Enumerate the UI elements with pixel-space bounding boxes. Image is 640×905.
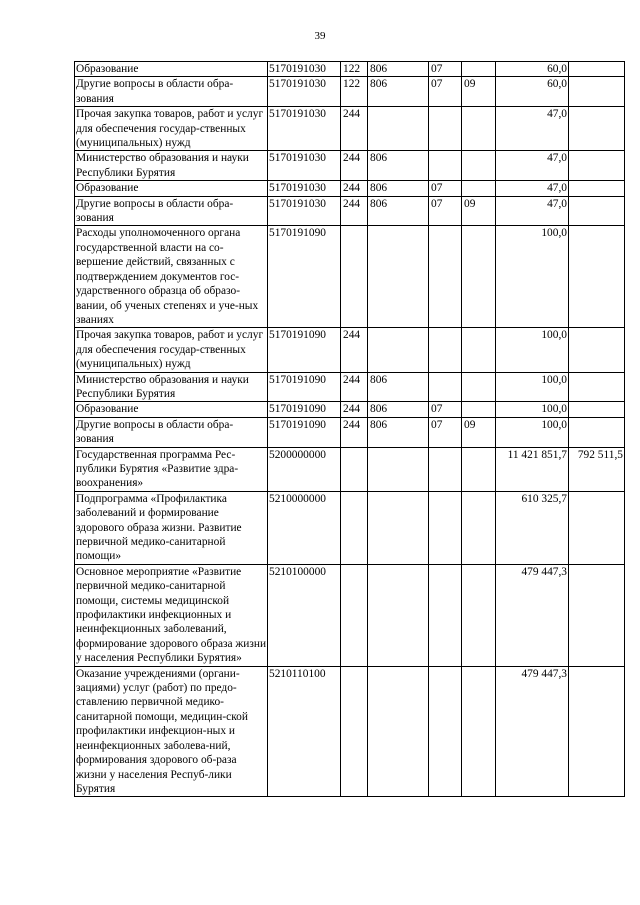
row-section-cell <box>429 151 462 181</box>
row-target-article-cell: 5170191030 <box>268 196 341 226</box>
row-amount-cell: 47,0 <box>496 181 569 196</box>
row-expense-type-cell: 244 <box>341 181 368 196</box>
row-amount-extra-cell <box>569 491 625 564</box>
row-amount-extra-cell <box>569 226 625 328</box>
row-administrator-cell: 806 <box>368 181 429 196</box>
row-name-cell: Прочая закупка товаров, работ и услуг для обеспечения государ-ственных (муниципальных) нужд <box>75 107 268 151</box>
row-administrator-cell <box>368 328 429 372</box>
row-subsection-cell <box>462 447 496 491</box>
row-amount-cell: 47,0 <box>496 107 569 151</box>
row-target-article-cell: 5170191030 <box>268 107 341 151</box>
row-target-article-cell: 5170191090 <box>268 328 341 372</box>
row-subsection-cell <box>462 181 496 196</box>
row-name-cell: Подпрограмма «Профилактика заболеваний и формирование здорового образа жизни. Развитие первичной медико-санитарной помощи» <box>75 491 268 564</box>
row-section-cell: 07 <box>429 62 462 77</box>
row-name-cell: Другие вопросы в области обра-зования <box>75 196 268 226</box>
row-target-article-cell: 5210100000 <box>268 564 341 666</box>
row-target-article-cell: 5210000000 <box>268 491 341 564</box>
table-row <box>75 196 625 226</box>
row-name-cell: Другие вопросы в области обра-зования <box>75 417 268 447</box>
row-name-cell: Государственная программа Рес-публики Бурятия «Развитие здра-воохранения» <box>75 447 268 491</box>
row-expense-type-cell: 244 <box>341 151 368 181</box>
row-amount-cell: 479 447,3 <box>496 666 569 797</box>
table-row <box>75 77 625 107</box>
page-number: 39 <box>314 30 326 42</box>
row-section-cell <box>429 447 462 491</box>
row-administrator-cell: 806 <box>368 417 429 447</box>
row-administrator-cell: 806 <box>368 196 429 226</box>
row-subsection-cell: 09 <box>462 417 496 447</box>
row-expense-type-cell <box>341 564 368 666</box>
row-expense-type-cell: 244 <box>341 372 368 402</box>
row-expense-type-cell: 244 <box>341 402 368 417</box>
row-target-article-cell: 5170191030 <box>268 62 341 77</box>
table-row <box>75 226 625 328</box>
row-amount-cell: 100,0 <box>496 372 569 402</box>
row-section-cell <box>429 564 462 666</box>
table-row <box>75 447 625 491</box>
row-target-article-cell: 5170191030 <box>268 181 341 196</box>
row-subsection-cell <box>462 151 496 181</box>
row-amount-extra-cell <box>569 181 625 196</box>
row-section-cell <box>429 107 462 151</box>
row-amount-cell: 100,0 <box>496 402 569 417</box>
row-amount-cell: 479 447,3 <box>496 564 569 666</box>
row-expense-type-cell: 244 <box>341 107 368 151</box>
budget-table <box>74 61 625 797</box>
table-body <box>75 62 625 797</box>
row-target-article-cell: 5170191030 <box>268 151 341 181</box>
row-administrator-cell <box>368 666 429 797</box>
row-amount-cell: 47,0 <box>496 196 569 226</box>
row-section-cell: 07 <box>429 402 462 417</box>
row-section-cell <box>429 226 462 328</box>
table-row <box>75 564 625 666</box>
row-amount-cell: 100,0 <box>496 328 569 372</box>
row-section-cell: 07 <box>429 417 462 447</box>
row-administrator-cell <box>368 447 429 491</box>
row-name-cell: Образование <box>75 181 268 196</box>
row-administrator-cell: 806 <box>368 402 429 417</box>
table-row <box>75 62 625 77</box>
row-expense-type-cell: 244 <box>341 196 368 226</box>
row-amount-extra-cell <box>569 151 625 181</box>
row-expense-type-cell: 122 <box>341 62 368 77</box>
table-row <box>75 151 625 181</box>
row-amount-cell: 60,0 <box>496 62 569 77</box>
row-subsection-cell: 09 <box>462 77 496 107</box>
row-subsection-cell <box>462 402 496 417</box>
row-section-cell: 07 <box>429 196 462 226</box>
row-amount-extra-cell <box>569 564 625 666</box>
row-expense-type-cell: 244 <box>341 417 368 447</box>
row-administrator-cell <box>368 226 429 328</box>
row-amount-extra-cell <box>569 328 625 372</box>
table-row <box>75 666 625 797</box>
row-amount-cell: 47,0 <box>496 151 569 181</box>
row-subsection-cell <box>462 564 496 666</box>
row-amount-cell: 100,0 <box>496 226 569 328</box>
row-section-cell <box>429 372 462 402</box>
row-expense-type-cell: 244 <box>341 328 368 372</box>
row-section-cell: 07 <box>429 181 462 196</box>
row-administrator-cell: 806 <box>368 151 429 181</box>
row-section-cell <box>429 491 462 564</box>
row-name-cell: Министерство образования и науки Республики Бурятия <box>75 151 268 181</box>
row-target-article-cell: 5200000000 <box>268 447 341 491</box>
row-subsection-cell <box>462 62 496 77</box>
row-subsection-cell <box>462 372 496 402</box>
row-section-cell <box>429 666 462 797</box>
row-administrator-cell <box>368 491 429 564</box>
row-name-cell: Образование <box>75 62 268 77</box>
row-amount-extra-cell <box>569 402 625 417</box>
row-target-article-cell: 5210110100 <box>268 666 341 797</box>
row-amount-extra-cell: 792 511,5 <box>569 447 625 491</box>
row-amount-extra-cell <box>569 77 625 107</box>
row-section-cell <box>429 328 462 372</box>
row-target-article-cell: 5170191090 <box>268 372 341 402</box>
table-row <box>75 181 625 196</box>
row-subsection-cell <box>462 328 496 372</box>
row-target-article-cell: 5170191090 <box>268 417 341 447</box>
row-amount-cell: 610 325,7 <box>496 491 569 564</box>
table-row <box>75 417 625 447</box>
row-administrator-cell: 806 <box>368 372 429 402</box>
row-subsection-cell <box>462 226 496 328</box>
row-target-article-cell: 5170191090 <box>268 226 341 328</box>
row-subsection-cell <box>462 666 496 797</box>
row-name-cell: Расходы уполномоченного органа государственной власти на со-вершение действий, связанных с подтверждением документов гос-ударственного образца об образо-вании, об ученых степенях и уче-ных званиях <box>75 226 268 328</box>
row-amount-cell: 100,0 <box>496 417 569 447</box>
row-administrator-cell <box>368 564 429 666</box>
row-name-cell: Другие вопросы в области обра-зования <box>75 77 268 107</box>
row-target-article-cell: 5170191090 <box>268 402 341 417</box>
row-name-cell: Министерство образования и науки Республики Бурятия <box>75 372 268 402</box>
row-subsection-cell <box>462 107 496 151</box>
row-administrator-cell: 806 <box>368 77 429 107</box>
row-amount-extra-cell <box>569 417 625 447</box>
table-row <box>75 402 625 417</box>
table-row <box>75 372 625 402</box>
row-amount-extra-cell <box>569 107 625 151</box>
row-subsection-cell: 09 <box>462 196 496 226</box>
row-name-cell: Прочая закупка товаров, работ и услуг для обеспечения государ-ственных (муниципальных) нужд <box>75 328 268 372</box>
row-amount-extra-cell <box>569 372 625 402</box>
row-target-article-cell: 5170191030 <box>268 77 341 107</box>
row-name-cell: Оказание учреждениями (органи-зациями) услуг (работ) по предо-ставлению первичной медико-санитарной помощи, медицин-ской профилактики инфекцион-ных и неинфекционных заболева-ний, формирования здорового об-раза жизни у населения Респуб-лики Бурятия <box>75 666 268 797</box>
row-expense-type-cell <box>341 447 368 491</box>
row-amount-cell: 11 421 851,7 <box>496 447 569 491</box>
row-administrator-cell <box>368 107 429 151</box>
row-expense-type-cell <box>341 491 368 564</box>
row-amount-extra-cell <box>569 196 625 226</box>
row-amount-extra-cell <box>569 62 625 77</box>
row-expense-type-cell: 122 <box>341 77 368 107</box>
row-expense-type-cell <box>341 666 368 797</box>
row-amount-cell: 60,0 <box>496 77 569 107</box>
table-row <box>75 491 625 564</box>
row-subsection-cell <box>462 491 496 564</box>
row-amount-extra-cell <box>569 666 625 797</box>
row-name-cell: Образование <box>75 402 268 417</box>
table-row <box>75 328 625 372</box>
row-name-cell: Основное мероприятие «Развитие первичной медико-санитарной помощи, системы медицинской профилактики инфекционных и неинфекционных заболеваний, формирование здорового образа жизни у населения Республики Бурятия» <box>76 565 267 665</box>
row-section-cell: 07 <box>429 77 462 107</box>
row-administrator-cell: 806 <box>368 62 429 77</box>
table-row <box>75 107 625 151</box>
row-expense-type-cell <box>341 226 368 328</box>
